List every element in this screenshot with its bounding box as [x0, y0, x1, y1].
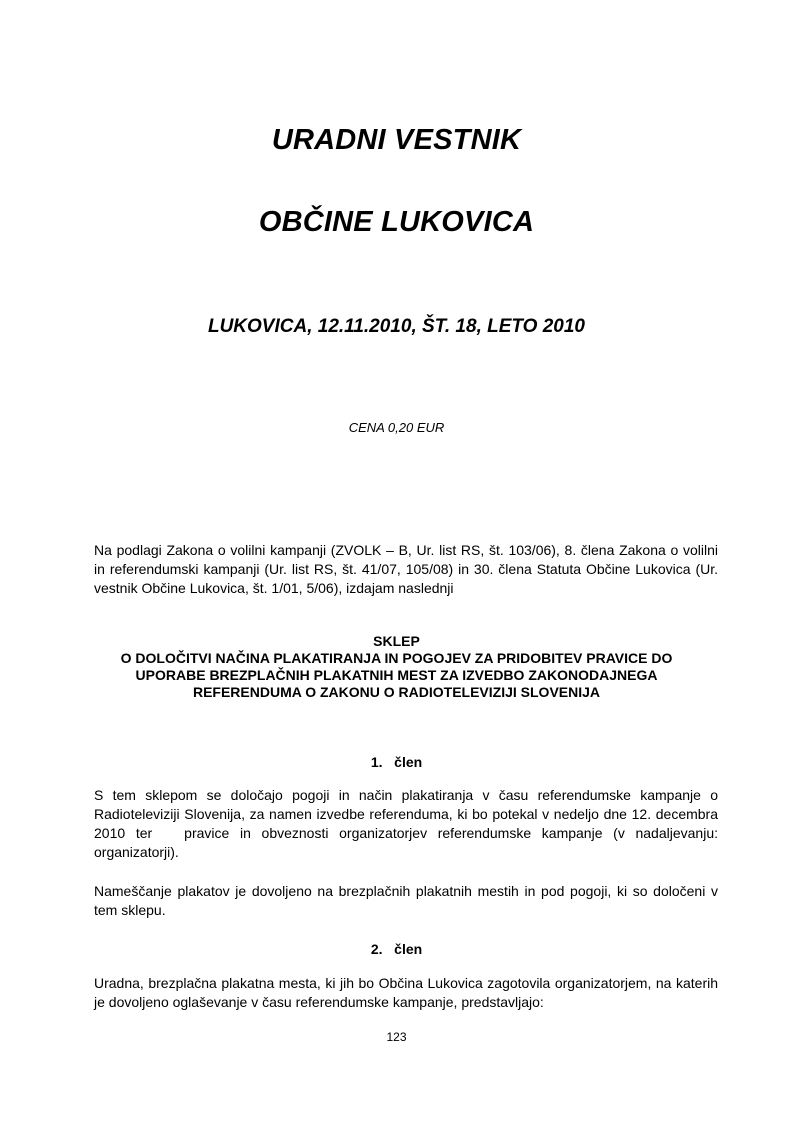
- issue-line: LUKOVICA, 12.11.2010, ŠT. 18, LETO 2010: [207, 316, 585, 337]
- page-number: 123: [386, 1030, 407, 1044]
- article-1-heading: 1. člen: [370, 754, 423, 770]
- decision-heading: SKLEP: [373, 633, 420, 649]
- decision-title-line: UPORABE BREZPLAČNIH PLAKATNIH MEST ZA IZVEDBO ZAKONODAJNEGA: [135, 667, 658, 683]
- article-2-paragraph-1: [94, 974, 718, 1012]
- masthead-title: URADNI VESTNIK: [271, 124, 522, 156]
- article-paragraph: S tem sklepom se določajo pogoji in način plakatiranja v času referendumske kampanje o Radioteleviziji Slovenija, za namen izvedbe referenduma, ki bo potekal v nedeljo dne 12. decembra 2010 ter pravice in obveznosti organizatorjev referendumske kampanje (v nadaljevanju: organizatorji).: [94, 787, 722, 860]
- article-2-heading: 2. člen: [370, 941, 423, 957]
- article-paragraph: Nameščanje plakatov je dovoljeno na brezplačnih plakatnih mestih in pod pogoji, ki so določeni v tem sklepu.: [94, 883, 718, 918]
- price-label: CENA 0,20 EUR: [348, 420, 445, 435]
- article-1-paragraph-2: [94, 882, 718, 920]
- article-1-paragraph-1: [94, 786, 722, 862]
- article-paragraph: Uradna, brezplačna plakatna mesta, ki jih bo Občina Lukovica zagotovila organizatorjem, na katerih je dovoljeno oglaševanje v času referendumske kampanje, predstavljajo:: [94, 975, 718, 1010]
- decision-title-block: [0, 633, 793, 701]
- decision-title-line: O DOLOČITVI NAČINA PLAKATIRANJA IN POGOJEV ZA PRIDOBITEV PRAVICE DO: [120, 650, 673, 666]
- decision-title-line: REFERENDUMA O ZAKONU O RADIOTELEVIZIJI SLOVENIJA: [192, 684, 601, 700]
- masthead-municipality: OBČINE LUKOVICA: [258, 206, 535, 238]
- preamble-paragraph: Na podlagi Zakona o volilni kampanji (ZVOLK – B, Ur. list RS, št. 103/06), 8. člena Zakona o volilni in referendumski kampanji (Ur. list RS, št. 41/07, 105/08) in 30. člena Statuta Občine Lukovica (Ur. vestnik Občine Lukovica, št. 1/01, 5/06), izdajam naslednji: [94, 542, 718, 596]
